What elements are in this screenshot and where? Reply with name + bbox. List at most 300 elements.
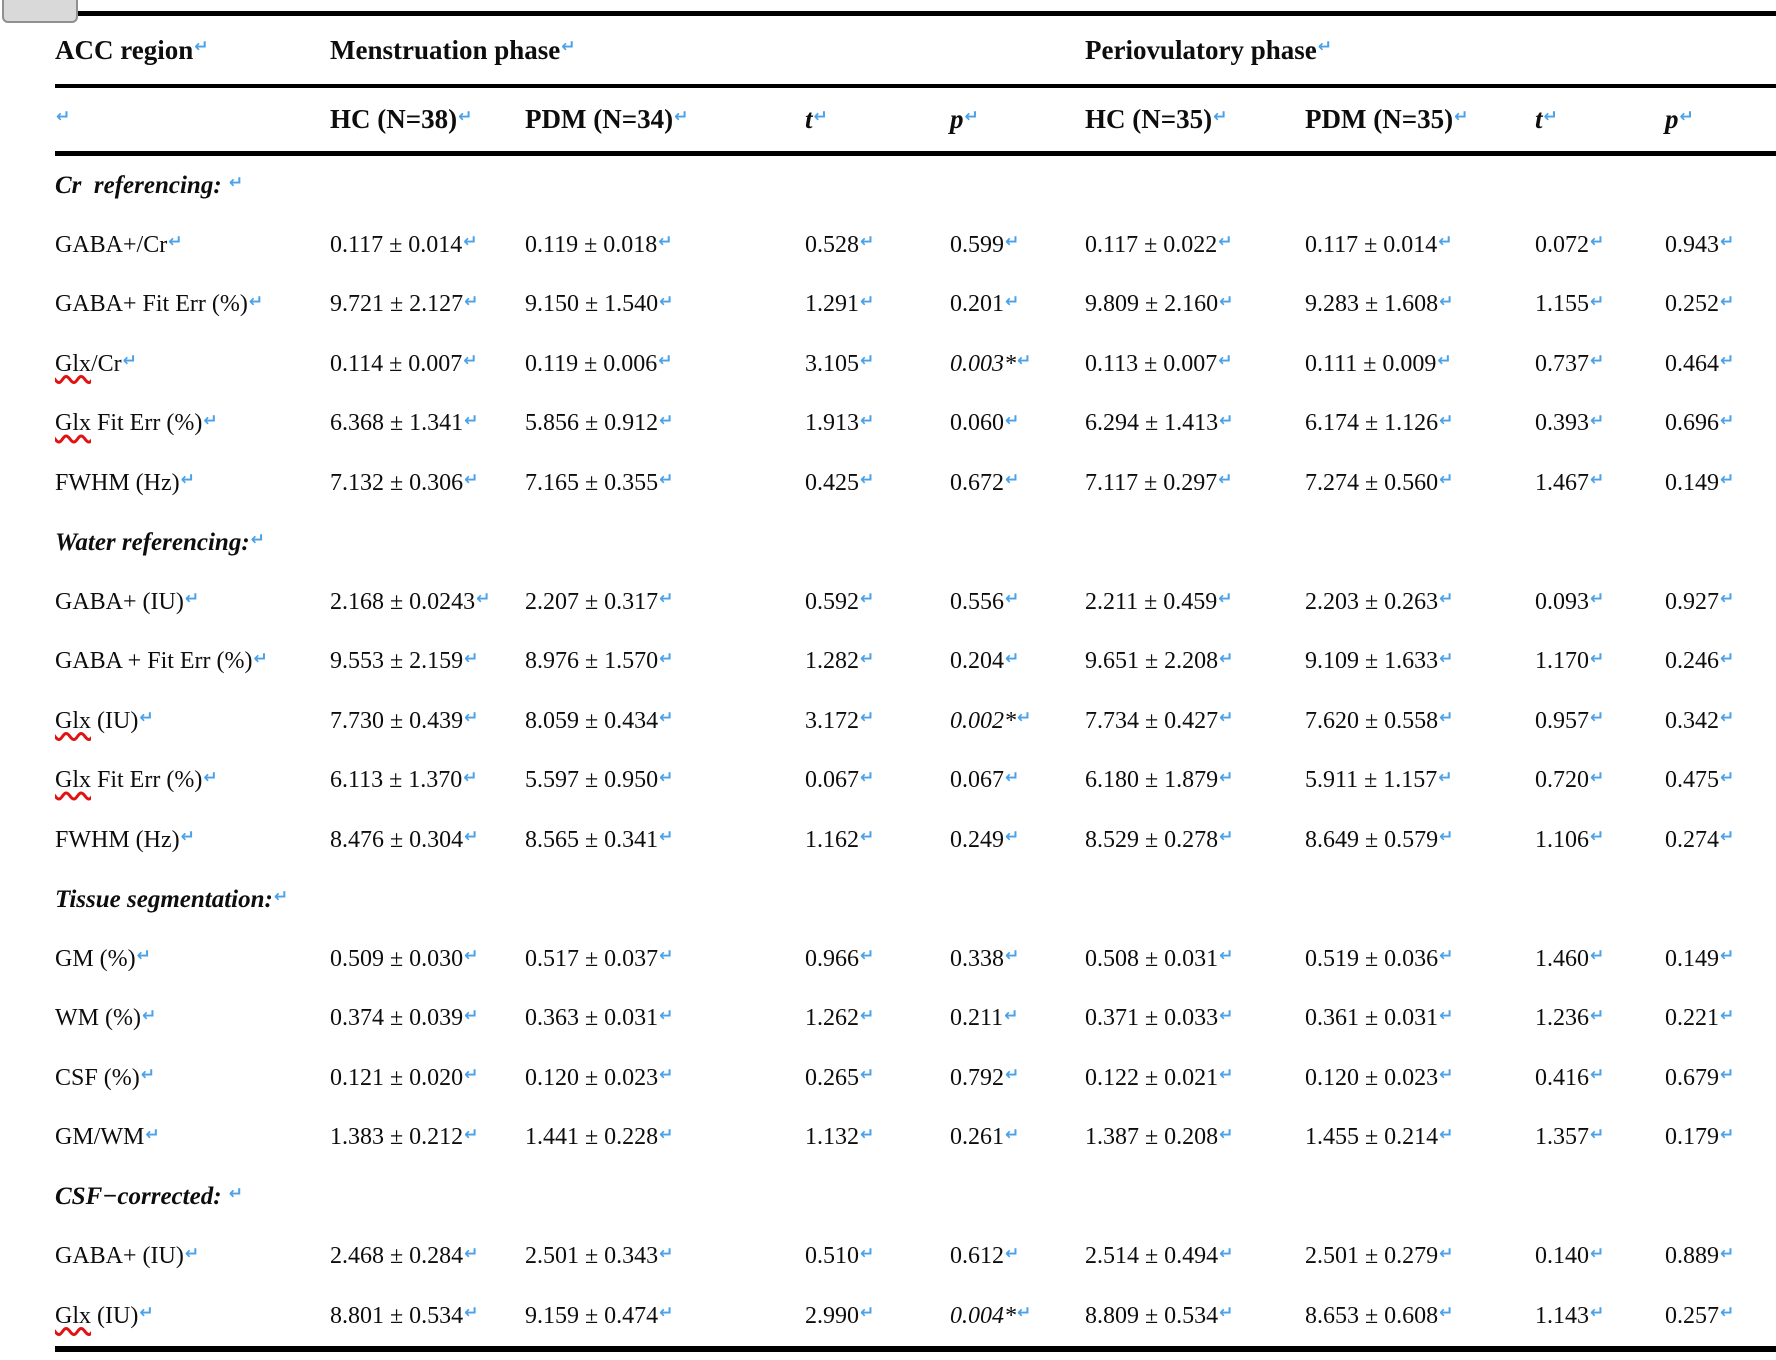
scroll-handle-button[interactable] [2,0,78,23]
paragraph-mark-icon: ↵ [1219,1243,1234,1264]
row-label: Glx (IU) [55,707,139,734]
paragraph-mark-icon: ↵ [1005,1124,1020,1145]
subheader-cell [1535,88,1665,151]
cell-value: 1.262 [805,1005,859,1032]
cell-value: 0.519 ± 0.036 [1305,945,1439,972]
value-cell [1085,632,1305,692]
cell-value: 0.274 [1665,826,1719,853]
cell-value: 7.117 ± 0.297 [1085,469,1218,496]
row-label: GM/WM [55,1124,145,1151]
value-cell [525,751,805,811]
paragraph-mark-icon: ↵ [1439,1124,1454,1145]
cell-value: 6.294 ± 1.413 [1085,410,1219,437]
paragraph-mark-icon: ↵ [228,172,244,193]
value-cell [330,1227,525,1287]
paragraph-mark-icon: ↵ [139,708,154,729]
paragraph-mark-icon: ↵ [145,1124,160,1145]
value-cell [1305,1108,1535,1168]
row-label: GABA+ (IU) [55,1243,184,1270]
col-header-p-periovulatory: p [1665,104,1679,134]
value-cell [1535,216,1665,276]
paragraph-mark-icon: ↵ [1439,589,1454,610]
value-cell [330,632,525,692]
col-header-pdm-n34: PDM (N=34) [525,104,674,134]
value-cell [1535,930,1665,990]
col-header-hc-n35: HC (N=35) [1085,104,1213,134]
table-row [55,1049,1776,1109]
col-header-t-menstruation: t [805,104,813,134]
value-cell [525,394,805,454]
paragraph-mark-icon: ↵ [860,767,875,788]
cell-value: 3.105 [805,350,859,377]
paragraph-mark-icon: ↵ [180,470,195,491]
paragraph-mark-icon: ↵ [1720,946,1735,967]
cell-value: 6.174 ± 1.126 [1305,410,1439,437]
value-cell [1665,930,1776,990]
cell-value: 0.464 [1665,350,1719,377]
cell-value: 1.132 [805,1124,859,1151]
paragraph-mark-icon: ↵ [184,1243,200,1264]
value-cell [1305,335,1535,395]
value-cell [330,275,525,335]
row-label: Glx (IU) [55,1302,139,1329]
table-header-group-row [55,16,1776,84]
value-cell [1535,1227,1665,1287]
paragraph-mark-icon: ↵ [464,1124,479,1145]
value-cell [1535,573,1665,633]
row-label-cell [55,1227,330,1287]
value-cell [525,573,805,633]
table-row [55,632,1776,692]
cell-value: 0.342 [1665,707,1719,734]
paragraph-mark-icon: ↵ [203,767,218,788]
cell-value: 0.556 [950,588,1004,615]
cell-value: 8.529 ± 0.278 [1085,826,1219,853]
cell-value: 2.990 [805,1302,859,1329]
cell-value: 2.468 ± 0.284 [330,1243,464,1270]
value-cell [1535,454,1665,514]
section-label: CSF−corrected: [55,1183,228,1211]
paragraph-mark-icon: ↵ [168,232,183,253]
value-cell [1665,573,1776,633]
value-cell [950,989,1085,1049]
paragraph-mark-icon: ↵ [1017,1303,1032,1324]
row-label-cell [55,1287,330,1347]
paragraph-mark-icon: ↵ [1213,106,1228,127]
row-label: GABA+ (IU) [55,588,184,615]
paragraph-mark-icon: ↵ [860,291,875,312]
cell-value: 0.113 ± 0.007 [1085,350,1218,377]
section-header-cell [55,870,1776,930]
cell-value: 0.599 [950,231,1004,258]
cell-value: 0.510 [805,1243,859,1270]
paragraph-mark-icon: ↵ [463,232,478,253]
paragraph-mark-icon: ↵ [1543,106,1558,127]
paragraph-mark-icon: ↵ [1438,767,1453,788]
cell-value: 1.236 [1535,1005,1589,1032]
value-cell [525,216,805,276]
cell-value: 1.170 [1535,648,1589,675]
value-cell [805,1227,950,1287]
paragraph-mark-icon: ↵ [860,1303,875,1324]
value-cell [1085,811,1305,871]
table-row [55,454,1776,514]
cell-value: 0.067 [950,767,1004,794]
value-cell [1535,1287,1665,1347]
paragraph-mark-icon: ↵ [1219,708,1234,729]
paragraph-mark-icon: ↵ [180,827,195,848]
value-cell [1535,989,1665,1049]
value-cell [1305,573,1535,633]
value-cell [330,1108,525,1168]
subheader-cell-empty [55,88,330,151]
value-cell [805,751,950,811]
value-cell [1085,573,1305,633]
value-cell [1085,216,1305,276]
value-cell [1535,632,1665,692]
value-cell [805,454,950,514]
value-cell [950,394,1085,454]
table-row [55,692,1776,752]
value-cell [1665,632,1776,692]
paragraph-mark-icon: ↵ [1439,708,1454,729]
cell-value: 0.612 [950,1243,1004,1270]
paragraph-mark-icon: ↵ [1590,1005,1605,1026]
paragraph-mark-icon: ↵ [1590,1065,1605,1086]
value-cell [805,811,950,871]
paragraph-mark-icon: ↵ [253,648,268,669]
value-cell [1665,1108,1776,1168]
cell-value: 7.620 ± 0.558 [1305,707,1439,734]
cell-value: 5.597 ± 0.950 [525,767,659,794]
cell-value: 7.730 ± 0.439 [330,707,464,734]
paragraph-mark-icon: ↵ [1005,767,1020,788]
paragraph-mark-icon: ↵ [1590,1124,1605,1145]
paragraph-mark-icon: ↵ [860,946,875,967]
cell-value: 6.368 ± 1.341 [330,410,464,437]
value-cell [1305,989,1535,1049]
paragraph-mark-icon: ↵ [194,37,209,57]
paragraph-mark-icon: ↵ [1720,232,1735,253]
paragraph-mark-icon: ↵ [203,410,218,431]
paragraph-mark-icon: ↵ [1720,1303,1735,1324]
value-cell [525,1108,805,1168]
value-cell [805,930,950,990]
value-cell [1535,1049,1665,1109]
cell-value: 9.159 ± 0.474 [525,1302,659,1329]
paragraph-mark-icon: ↵ [659,1065,674,1086]
row-label-cell [55,1108,330,1168]
cell-value: 0.002* [950,707,1016,734]
paragraph-mark-icon: ↵ [139,1303,154,1324]
cell-value: 0.889 [1665,1243,1719,1270]
table-row [55,216,1776,276]
cell-value: 1.357 [1535,1124,1589,1151]
cell-value: 6.180 ± 1.879 [1085,767,1219,794]
paragraph-mark-icon: ↵ [1219,767,1234,788]
table-row [55,573,1776,633]
cell-value: 0.737 [1535,350,1589,377]
paragraph-mark-icon: ↵ [1005,1243,1020,1264]
value-cell [805,573,950,633]
cell-value: 5.856 ± 0.912 [525,410,659,437]
row-label: GM (%) [55,945,136,972]
paragraph-mark-icon: ↵ [122,351,137,372]
value-cell [1305,1227,1535,1287]
paragraph-mark-icon: ↵ [1439,946,1454,967]
paragraph-mark-icon: ↵ [658,351,673,372]
paragraph-mark-icon: ↵ [1317,37,1332,57]
cell-value: 8.801 ± 0.534 [330,1302,464,1329]
cell-value: 8.649 ± 0.579 [1305,826,1439,853]
value-cell [805,335,950,395]
paragraph-mark-icon: ↵ [248,291,264,312]
misspelled-word: Glx [55,1302,91,1329]
paragraph-mark-icon: ↵ [860,410,875,431]
paragraph-mark-icon: ↵ [659,1303,674,1324]
cell-value: 1.291 [805,291,859,318]
paragraph-mark-icon: ↵ [1218,470,1233,491]
cell-value: 8.476 ± 0.304 [330,826,464,853]
table-row [55,335,1776,395]
value-cell [525,454,805,514]
cell-value: 0.927 [1665,588,1719,615]
paragraph-mark-icon: ↵ [659,410,674,431]
paragraph-mark-icon: ↵ [1218,351,1233,372]
paragraph-mark-icon: ↵ [561,37,576,57]
section-row [55,156,1776,216]
paragraph-mark-icon: ↵ [1590,708,1605,729]
cell-value: 0.149 [1665,469,1719,496]
paragraph-mark-icon: ↵ [1720,1005,1735,1026]
row-label-cell [55,573,330,633]
cell-value: 0.792 [950,1064,1004,1091]
value-cell [950,632,1085,692]
value-cell [1665,216,1776,276]
paragraph-mark-icon: ↵ [1720,767,1735,788]
row-label-cell [55,335,330,395]
cell-value: 7.165 ± 0.355 [525,469,659,496]
cell-value: 2.203 ± 0.263 [1305,588,1439,615]
cell-value: 1.282 [805,648,859,675]
cell-value: 0.120 ± 0.023 [525,1064,659,1091]
value-cell [1665,394,1776,454]
paragraph-mark-icon: ↵ [1439,470,1454,491]
cell-value: 0.265 [805,1064,859,1091]
value-cell [950,335,1085,395]
value-cell [1665,1227,1776,1287]
row-label: FWHM (Hz) [55,469,180,496]
paragraph-mark-icon: ↵ [1005,232,1020,253]
value-cell [950,454,1085,514]
misspelled-word: Glx [55,767,91,794]
row-label: CSF (%) [55,1064,140,1091]
paragraph-mark-icon: ↵ [56,106,71,127]
cell-value: 0.149 [1665,945,1719,972]
section-row [55,513,1776,573]
cell-value: 3.172 [805,707,859,734]
paragraph-mark-icon: ↵ [464,708,479,729]
section-label: Water referencing: [55,528,250,556]
cell-value: 0.111 ± 0.009 [1305,350,1437,377]
value-cell [1535,394,1665,454]
paragraph-mark-icon: ↵ [659,708,674,729]
section-header-cell [55,513,1776,573]
paragraph-mark-icon: ↵ [1219,648,1234,669]
row-label-cell [55,216,330,276]
cell-value: 0.249 [950,826,1004,853]
value-cell [1535,811,1665,871]
value-cell [525,989,805,1049]
row-label-cell [55,930,330,990]
paragraph-mark-icon: ↵ [1017,351,1032,372]
paragraph-mark-icon: ↵ [1219,1005,1234,1026]
value-cell [1305,275,1535,335]
cell-value: 7.132 ± 0.306 [330,469,464,496]
cell-value: 1.162 [805,826,859,853]
cell-value: 9.150 ± 1.540 [525,291,659,318]
table-row [55,930,1776,990]
paragraph-mark-icon: ↵ [1218,232,1233,253]
cell-value: 0.509 ± 0.030 [330,945,464,972]
value-cell [330,454,525,514]
paragraph-mark-icon: ↵ [1590,648,1605,669]
table-row [55,989,1776,1049]
row-label: GABA + Fit Err (%) [55,648,253,675]
table-row [55,1108,1776,1168]
cell-value: 2.207 ± 0.317 [525,588,659,615]
cell-value: 8.976 ± 1.570 [525,648,659,675]
cell-value: 0.517 ± 0.037 [525,945,659,972]
value-cell [950,275,1085,335]
paragraph-mark-icon: ↵ [1720,291,1735,312]
paragraph-mark-icon: ↵ [464,1065,479,1086]
cell-value: 1.913 [805,410,859,437]
value-cell [1085,930,1305,990]
paragraph-mark-icon: ↵ [184,589,200,610]
paragraph-mark-icon: ↵ [860,827,875,848]
subheader-cell [330,88,525,151]
cell-value: 0.072 [1535,231,1589,258]
value-cell [330,216,525,276]
paragraph-mark-icon: ↵ [860,470,875,491]
value-cell [330,1049,525,1109]
cell-value: 1.460 [1535,945,1589,972]
cell-value: 8.653 ± 0.608 [1305,1302,1439,1329]
paragraph-mark-icon: ↵ [813,106,828,127]
paragraph-mark-icon: ↵ [464,470,479,491]
value-cell [1085,751,1305,811]
col-header-pdm-n35: PDM (N=35) [1305,104,1454,134]
paragraph-mark-icon: ↵ [659,589,674,610]
value-cell [1535,692,1665,752]
value-cell [805,632,950,692]
paragraph-mark-icon: ↵ [1005,648,1020,669]
table-row [55,1227,1776,1287]
row-label-cell [55,1049,330,1109]
table-bottom-border [55,1346,1776,1352]
value-cell [1305,1049,1535,1109]
value-cell [1085,1049,1305,1109]
value-cell [525,335,805,395]
paragraph-mark-icon: ↵ [1720,351,1735,372]
row-label: FWHM (Hz) [55,826,180,853]
value-cell [330,573,525,633]
header-cell-acc-region [55,16,330,84]
cell-value: 1.441 ± 0.228 [525,1124,659,1151]
value-cell [330,692,525,752]
paragraph-mark-icon: ↵ [1005,410,1020,431]
value-cell [1085,1108,1305,1168]
row-label-cell [55,692,330,752]
paragraph-mark-icon: ↵ [1005,827,1020,848]
value-cell [525,1227,805,1287]
cell-value: 0.257 [1665,1302,1719,1329]
value-cell [1085,394,1305,454]
value-cell [330,394,525,454]
value-cell [330,930,525,990]
cell-value: 0.416 [1535,1064,1589,1091]
paragraph-mark-icon: ↵ [658,232,673,253]
cell-value: 0.592 [805,588,859,615]
cell-value: 2.168 ± 0.0243 [330,588,476,615]
value-cell [1665,275,1776,335]
value-cell [950,573,1085,633]
paragraph-mark-icon: ↵ [1005,470,1020,491]
cell-value: 8.565 ± 0.341 [525,826,659,853]
cell-value: 1.106 [1535,826,1589,853]
paragraph-mark-icon: ↵ [1439,1243,1454,1264]
cell-value: 8.809 ± 0.534 [1085,1302,1219,1329]
value-cell [805,275,950,335]
value-cell [1665,989,1776,1049]
cell-value: 0.363 ± 0.031 [525,1005,659,1032]
value-cell [950,1049,1085,1109]
row-label: WM (%) [55,1005,141,1032]
cell-value: 2.514 ± 0.494 [1085,1243,1219,1270]
row-label: Glx Fit Err (%) [55,410,203,437]
cell-value: 1.387 ± 0.208 [1085,1124,1219,1151]
paragraph-mark-icon: ↵ [1219,827,1234,848]
paragraph-mark-icon: ↵ [1219,1303,1234,1324]
value-cell [525,930,805,990]
value-cell [1085,989,1305,1049]
misspelled-word: Glx [55,350,91,377]
cell-value: 0.211 [950,1005,1004,1032]
paragraph-mark-icon: ↵ [464,827,479,848]
paragraph-mark-icon: ↵ [1005,1065,1020,1086]
cell-value: 2.501 ± 0.343 [525,1243,659,1270]
value-cell [950,751,1085,811]
cell-value: 1.143 [1535,1302,1589,1329]
paragraph-mark-icon: ↵ [659,648,674,669]
value-cell [950,216,1085,276]
table-body [0,156,1776,1346]
paragraph-mark-icon: ↵ [1590,470,1605,491]
value-cell [1665,454,1776,514]
value-cell [1535,1108,1665,1168]
row-label-cell [55,751,330,811]
paragraph-mark-icon: ↵ [674,106,689,127]
paragraph-mark-icon: ↵ [659,946,674,967]
col-header-acc-region: ACC region [55,34,194,65]
paragraph-mark-icon: ↵ [860,1243,875,1264]
value-cell [1305,394,1535,454]
value-cell [950,930,1085,990]
paragraph-mark-icon: ↵ [659,1243,674,1264]
paragraph-mark-icon: ↵ [1590,767,1605,788]
section-row [55,1168,1776,1228]
